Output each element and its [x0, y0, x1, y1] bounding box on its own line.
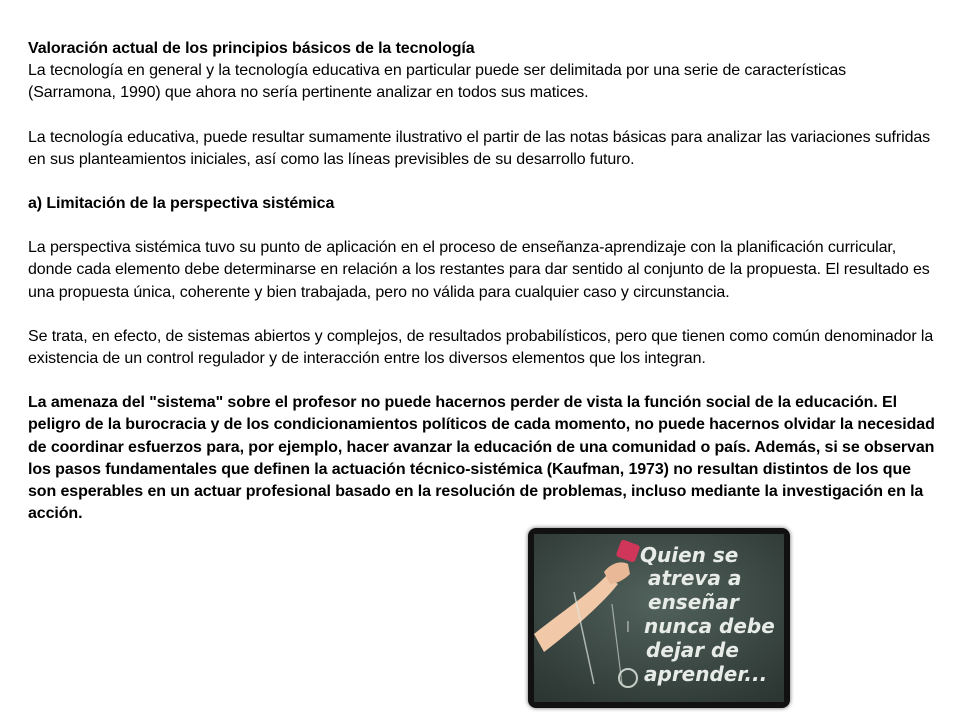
section-subheading: a) Limitación de la perspectiva sistémica — [28, 195, 335, 213]
chalk-text-line: enseñar — [648, 590, 739, 614]
chalkboard-photo — [528, 528, 790, 708]
chalk-text-line: dejar de — [646, 638, 739, 662]
chalkboard-illustration — [534, 534, 784, 702]
page-title: Valoración actual de los principios básicos de la tecnología — [28, 40, 475, 57]
paragraph-2: La tecnología educativa, puede resultar sumamente ilustrativo el partir de las notas básicas para analizar las variaciones sufridas en sus planteamientos iniciales, así como las líneas previsibles de su desarrollo futuro. — [28, 128, 931, 168]
paragraph-3: La perspectiva sistémica tuvo su punto de aplicación en el proceso de enseñanza-aprendizaje con la planificación curricular, donde cada elemento debe determinarse en relación a los restantes para dar sentido al conjunto de la propuesta. El resultado es una propuesta única, coherente y bien trabajada, pero no válida para cualquier caso y circunstancia. — [28, 239, 930, 301]
paragraph-1: La tecnología en general y la tecnología educativa en particular puede ser delimitada por una serie de características (Sarramona, 1990) que ahora no sería pertinente analizar en todos sus matices. — [28, 62, 847, 102]
chalk-text-line: nunca debe — [644, 614, 775, 638]
chalk-text-line: aprender... — [644, 662, 768, 686]
paragraph-5: La amenaza del "sistema" sobre el profesor no puede hacernos perder de vista la función social de la educación. El peligro de la burocracia y de los condicionamientos políticos de cada momento, no puede hacernos olvidar la necesidad de coordinar esfuerzos para, por ejemplo, hacer avanzar la educación de una comunidad o país. Además, si se observan los pasos fundamentales que definen la actuación técnico-sistémica (Kaufman, 1973) no resultan distintos de los que son esperables en un actuar profesional basado en la resolución de problemas, incluso mediante la investigación en la acción. — [28, 394, 935, 523]
document-text — [28, 38, 938, 525]
paragraph-4: Se trata, en efecto, de sistemas abiertos y complejos, de resultados probabilísticos, pero que tienen como común denominador la existencia de un control regulador y de interacción entre los diversos elementos que los integran. — [28, 327, 934, 368]
chalk-mark: l — [626, 620, 630, 636]
chalk-text-line: Quien se — [640, 543, 739, 567]
chalk-text-line: atreva a — [648, 566, 742, 590]
